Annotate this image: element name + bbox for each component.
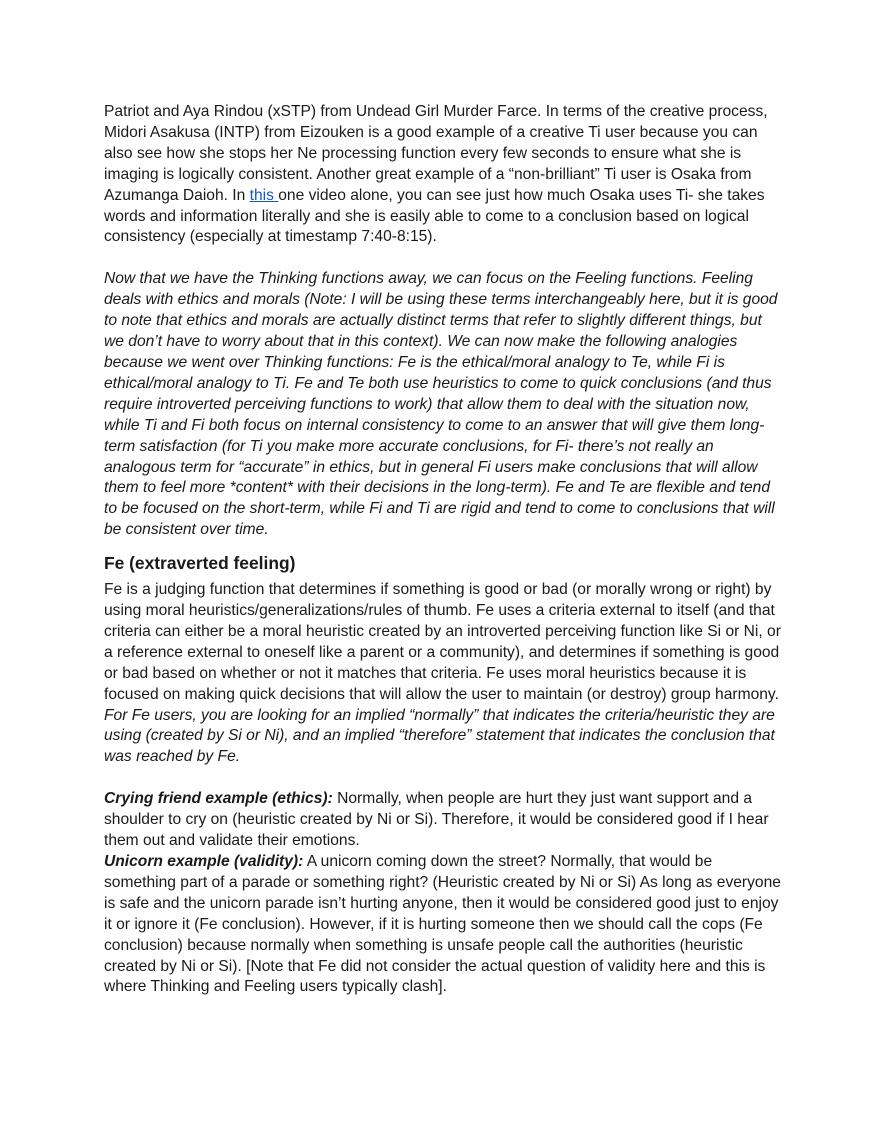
paragraph-fe-definition	[104, 580, 784, 768]
document-page	[104, 102, 784, 998]
video-link[interactable]: this	[249, 186, 279, 204]
paragraph-text: Fe is a judging function that determines if something is good or bad (or morally wrong or right) by using moral heuristics/generalizations/rules of thumb. Fe uses a criteria external to itself (and that criteria can either be a moral heuristic created by an introverted perceiving function like Si or Ni, or a reference external to oneself like a parent or a community), and determines if something is good or bad based on whether or not it matches that criteria. Fe uses moral heuristics because it is focused on making quick decisions that will allow the user to maintain (or destroy) group harmony.	[104, 581, 781, 703]
paragraph-italic-text: For Fe users, you are looking for an implied “normally” that indicates the criteria/heuristic they are using (created by Si or Ni), and an implied “therefore” statement that indicates the conclusion that was reached by Fe.	[104, 706, 775, 766]
paragraph-text: Patriot and Aya Rindou (xSTP) from Undead Girl Murder Farce. In terms of the creative process, Midori Asakusa (INTP) from Eizouken is a good example of a creative Ti user because you can also see how she stops her Ne processing function every few seconds to ensure what she is imaging is logically consistent. Another great example of a “non-brilliant” Ti user is Osaka from Azumanga Daioh. In	[104, 103, 768, 204]
example-unicorn	[104, 852, 784, 998]
example-crying-friend	[104, 789, 784, 852]
paragraph-feeling-intro: Now that we have the Thinking functions away, we can focus on the Feeling functions. Feeling deals with ethics and morals (Note: I will be using these terms interchangeably here, but it is good to note that ethics and morals are actually distinct terms that refer to slightly different things, but we don’t have to worry about that in this context). We can now make the following analogies because we went over Thinking functions: Fe is the ethical/moral analogy to Te, while Fi is ethical/moral analogy to Ti. Fe and Te both use heuristics to come to quick conclusions (and thus require introverted perceiving functions to work) that allow them to deal with the situation now, while Ti and Fi both focus on internal consistency to come to an answer that will give them long-term satisfaction (for Ti you make more accurate conclusions, for Fi- there’s not really an analogous term for “accurate” in ethics, but in general Fi users make conclusions that will allow them to feel more *content* with their decisions in the long-term). Fe and Te are flexible and tend to be focused on the short-term, while Fi and Ti are rigid and tend to come to conclusions that will be consistent over time.	[104, 270, 778, 539]
paragraph-text: one video alone, you can see just how much Osaka uses Ti- she takes words and information literally and she is easily able to come to a conclusion based on logical consistency (especially at timestamp 7:40-8:15).	[104, 186, 765, 246]
paragraph-gap	[104, 768, 784, 789]
paragraph-gap	[104, 248, 784, 269]
example-label: Crying friend example (ethics):	[104, 790, 333, 808]
example-text: A unicorn coming down the street? Normally, that would be something part of a parade or something right? (Heuristic created by Ni or Si) As long as everyone is safe and the unicorn parade isn’t hurting anyone, then it would be considered good just to enjoy it or ignore it (Fe conclusion). However, if it is hurting someone then we should call the cops (Fe conclusion) because normally when something is unsafe people call the authorities (heuristic created by Ni or Si). [Note that Fe did not consider the actual question of validity here and this is where Thinking and Feeling users typically clash].	[104, 853, 781, 996]
paragraph-ti-examples	[104, 102, 784, 248]
example-label: Unicorn example (validity):	[104, 853, 304, 870]
example-text: Normally, when people are hurt they just want support and a shoulder to cry on (heuristic created by Ni or Si). Therefore, it would be considered good if I hear them out and validate their emotions.	[104, 790, 769, 850]
section-heading-fe: Fe (extraverted feeling)	[104, 553, 296, 574]
